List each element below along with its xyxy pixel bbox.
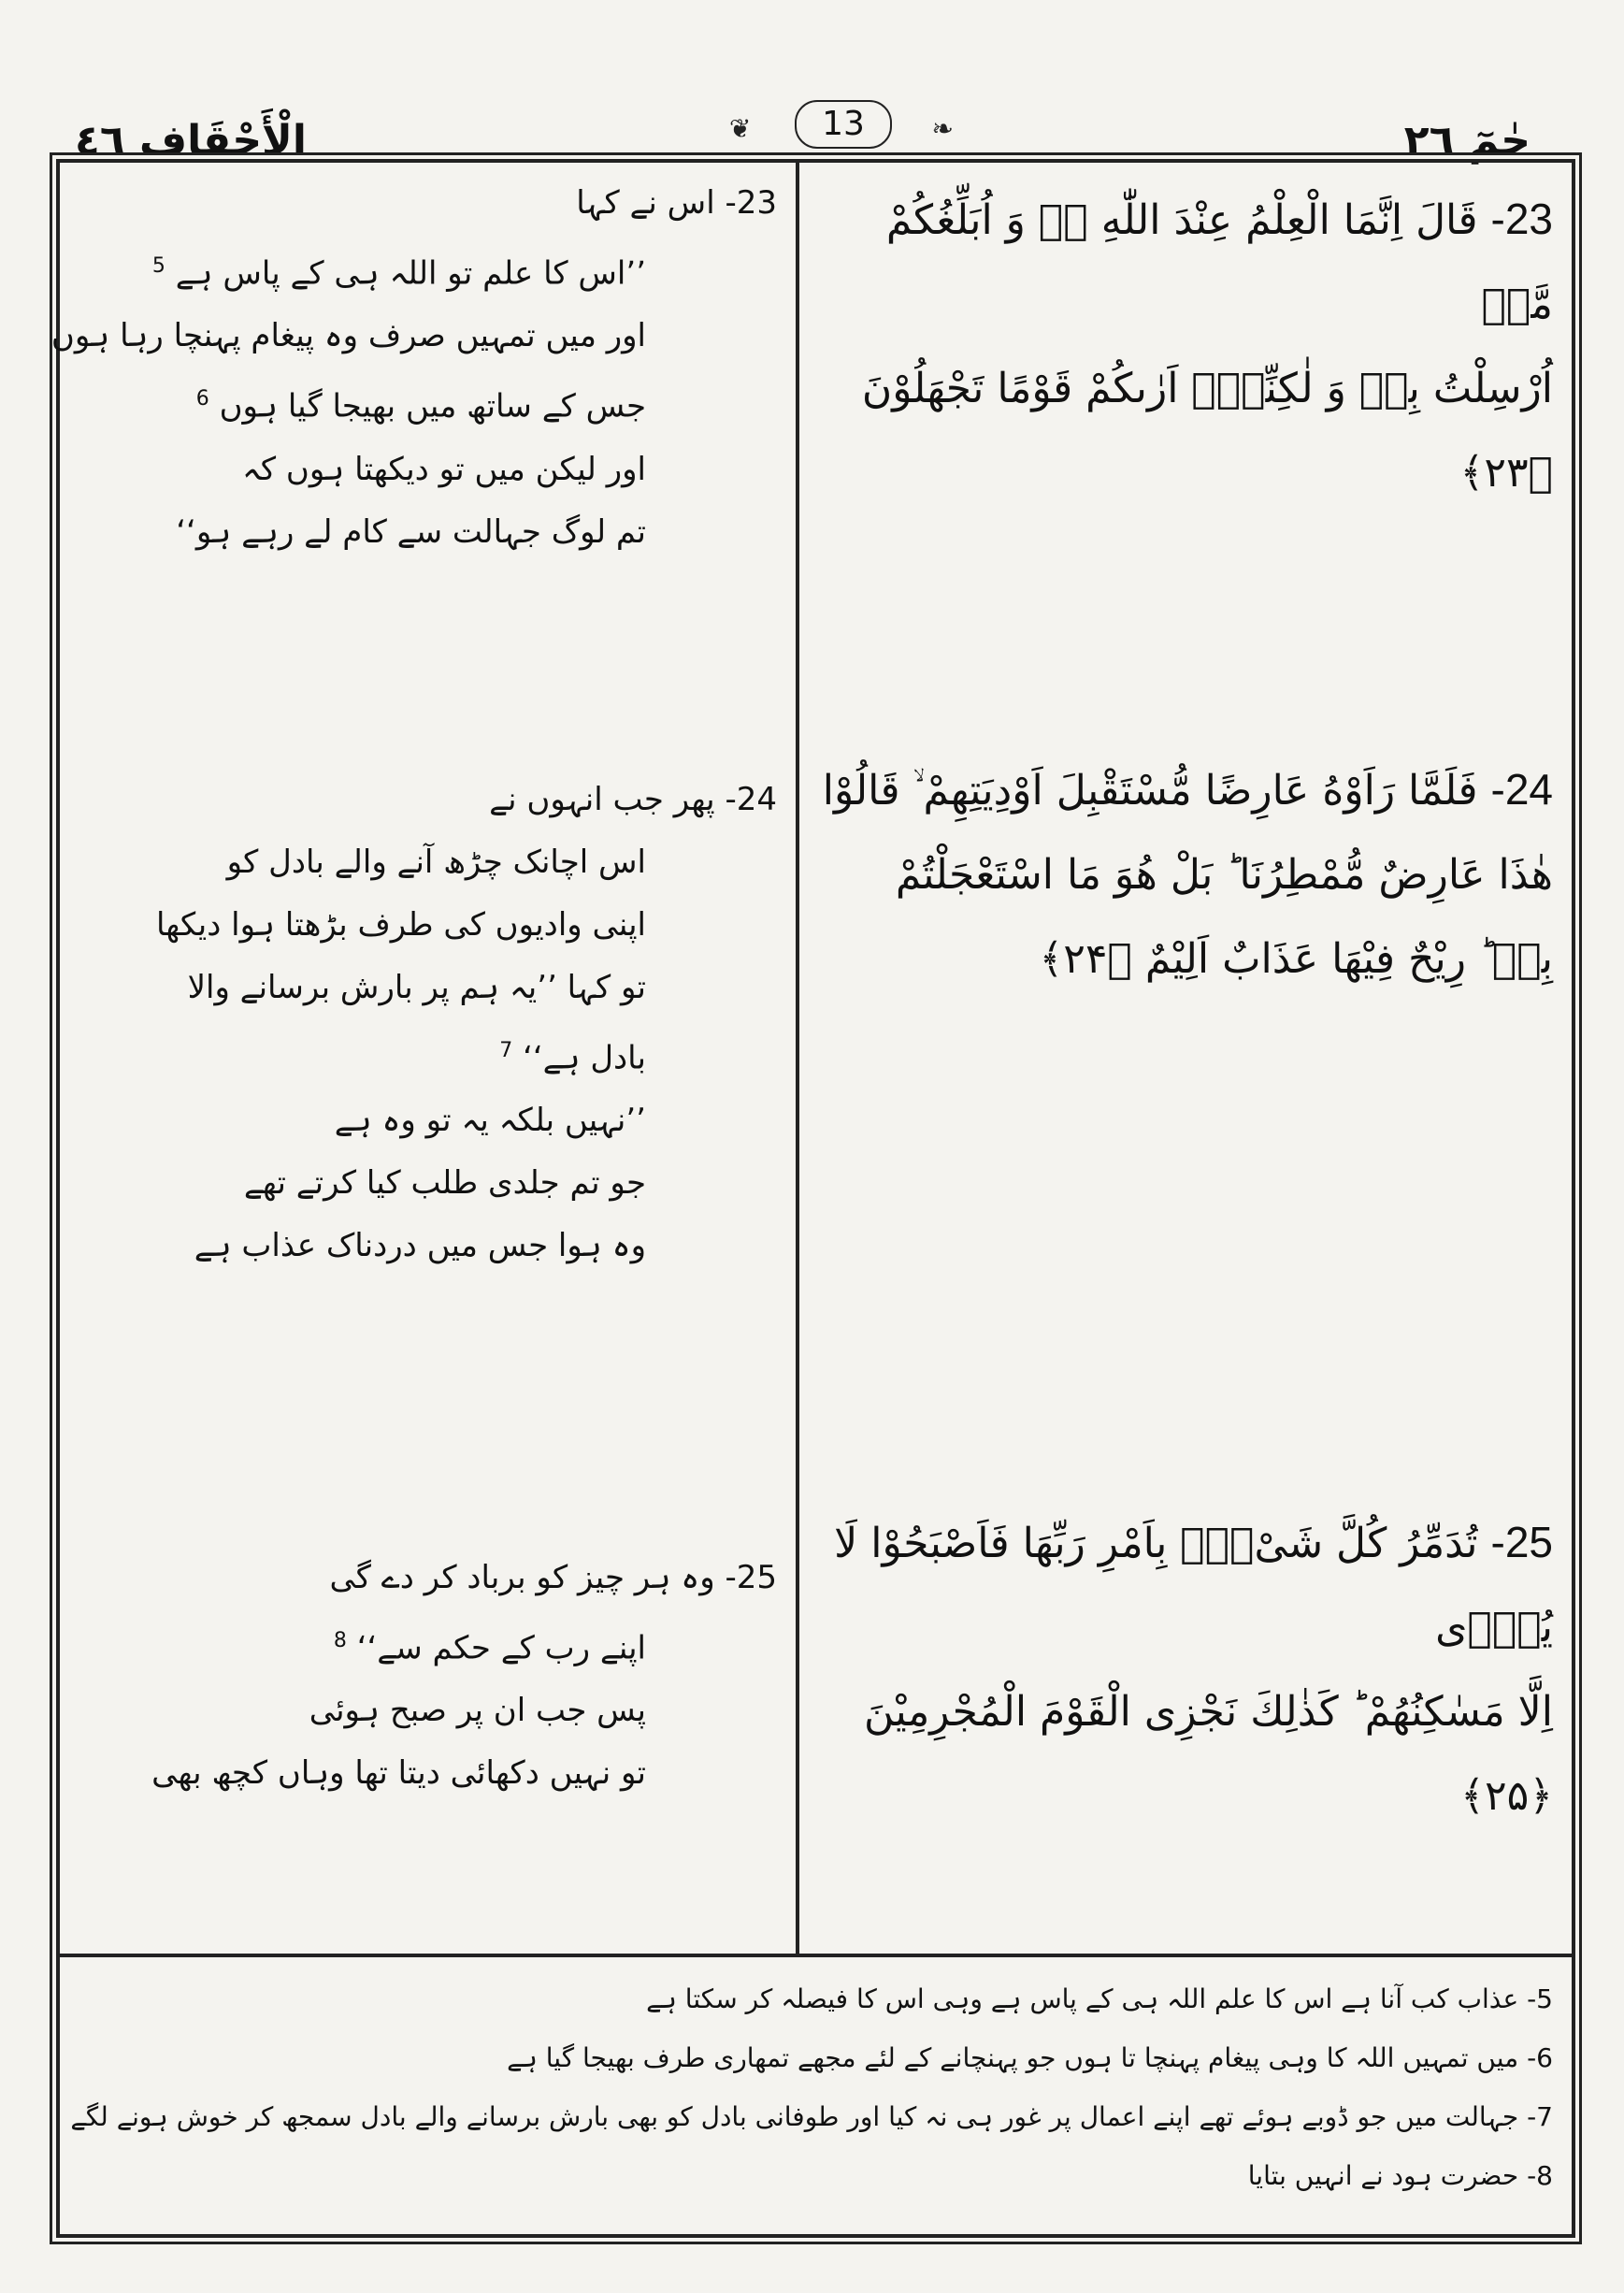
footnote-text: حضرت ہود نے انہیں بتایا <box>1247 2160 1519 2191</box>
verse-number: 25- <box>1490 1518 1553 1566</box>
verse-number: 25- <box>725 1559 777 1596</box>
verse-24-translation <box>76 769 777 1277</box>
arabic-line: فَلَمَّا رَاَوْهُ عَارِضًا مُّسْتَقْبِلَ اَوْدِیَتِهِمْ ۙ قَالُوْا <box>822 767 1478 815</box>
arabic-line: اُرْسِلْتُ بِهٖ وَ لٰكِنِّیْۤ اَرٰىكُمْ قَوْمًا تَجْهَلُوْنَ ﴿۲۳﴾ <box>861 365 1553 497</box>
translation-line: وہ ہوا جس میں دردناک عذاب ہے <box>194 1227 646 1265</box>
page-number-ornament <box>729 100 954 149</box>
surah-name: الْأَحْقَاف ٤٦ <box>75 117 307 165</box>
translation-line: اپنی وادیوں کی طرف بڑھتا ہوا دیکھا <box>155 906 646 944</box>
footnote-ref: 7 <box>499 1039 513 1062</box>
page-number: 13 <box>795 100 892 149</box>
translation-line: اس اچانک چڑھ آنے والے بادل کو <box>226 844 646 881</box>
ornament-left-icon: ❦ <box>729 113 752 144</box>
verse-25-arabic <box>814 1500 1553 1839</box>
translation-line: وہ ہر چیز کو برباد کر دے گی <box>329 1559 715 1596</box>
translation-line: ’’اس کا علم تو اللہ ہی کے پاس ہے <box>175 254 646 293</box>
translation-line: تو نہیں دکھائی دیتا تھا وہاں کچھ بھی <box>151 1754 646 1793</box>
translation-line: جس کے ساتھ میں بھیجا گیا ہوں <box>219 387 646 425</box>
arabic-column <box>799 163 1572 1954</box>
footnote-number: 8- <box>1527 2160 1553 2191</box>
page-header <box>37 89 1587 165</box>
arabic-line: بِهٖ ؕ رِیْحٌ فِیْهَا عَذَابٌ اَلِیْمٌ ﴿۲۴﴾ <box>1039 935 1553 983</box>
translation-line: اپنے رب کے حکم سے‘‘ <box>356 1629 646 1667</box>
verse-number: 24- <box>1490 765 1553 814</box>
footnote-ref: 8 <box>333 1629 347 1652</box>
translation-line: تم لوگ جہالت سے کام لے رہے ہو‘‘ <box>176 512 646 551</box>
footnote-ref: 5 <box>151 254 165 278</box>
footnote-item <box>70 2098 1553 2136</box>
footnotes-section <box>60 1957 1572 2234</box>
translation-line: پس جب ان پر صبح ہوئی <box>309 1692 646 1730</box>
arabic-line: تُدَمِّرُ كُلَّ شَیْءٍۭ بِاَمْرِ رَبِّهَا فَاَصْبَحُوْا لَا یُرٰۤى <box>834 1520 1553 1651</box>
footnote-number: 5- <box>1527 1983 1553 2014</box>
footnote-item <box>646 1981 1553 2018</box>
verse-number: 23- <box>1490 195 1553 243</box>
verse-number: 23- <box>725 184 777 222</box>
verse-number: 24- <box>725 781 777 818</box>
arabic-line: قَالَ اِنَّمَا الْعِلْمُ عِنْدَ اللّٰهِ ۫ۖ وَ اُبَلِّغُكُمْ مَّاۤ <box>885 196 1553 328</box>
verse-23-translation <box>50 172 777 564</box>
translation-line: ’’نہیں بلکہ یہ تو وہ ہے <box>334 1102 646 1140</box>
translation-line: تو کہا ’’یہ ہم پر بارش برسانے والا <box>187 969 646 1006</box>
verse-25-translation <box>76 1547 777 1805</box>
translation-column <box>50 163 796 1954</box>
footnote-item <box>1248 2157 1553 2195</box>
footnote-number: 6- <box>1527 2042 1553 2073</box>
translation-line: بادل ہے‘‘ <box>523 1039 646 1077</box>
juz-label: حٰمٓ ٢٦ <box>1403 117 1531 165</box>
footnote-text: عذاب کب آنا ہے اس کا علم اللہ ہی کے پاس ہے وہی اس کا فیصلہ کر سکتا ہے <box>646 1983 1519 2014</box>
arabic-line: هٰذَا عَارِضٌ مُّمْطِرُنَا ؕ بَلْ هُوَ مَا اسْتَعْجَلْتُمْ <box>895 851 1553 899</box>
translation-line: جو تم جلدی طلب کیا کرتے تھے <box>243 1164 646 1203</box>
ornament-right-icon: ❧ <box>931 113 954 144</box>
footnote-number: 7- <box>1527 2101 1553 2132</box>
translation-line: اور لیکن میں تو دیکھتا ہوں کہ <box>241 450 646 488</box>
translation-line: اور میں تمہیں صرف وہ پیغام پہنچا رہا ہوں <box>50 317 646 355</box>
footnote-text: جہالت میں جو ڈوبے ہوئے تھے اپنے اعمال پر غور ہی نہ کیا اور طوفانی بادل کو بھی بارش برسانے والے بادل سمجھ کر خوش ہونے لگے <box>70 2101 1519 2132</box>
arabic-line: اِلَّا مَسٰكِنُهُمْ ؕ كَذٰلِكَ نَجْزِی الْقَوْمَ الْمُجْرِمِیْنَ ﴿۲۵﴾ <box>863 1688 1553 1820</box>
verse-23-arabic <box>814 177 1553 515</box>
page-frame <box>50 159 1575 2238</box>
footnote-ref: 6 <box>195 387 209 411</box>
verse-24-arabic <box>814 747 1553 1002</box>
footnote-text: میں تمہیں اللہ کا وہی پیغام پہنچا تا ہوں جو پہنچانے کے لئے مجھے تمھاری طرف بھیجا گیا ہے <box>507 2042 1519 2073</box>
translation-line: پھر جب انہوں نے <box>489 781 715 818</box>
footnote-item <box>507 2040 1553 2077</box>
translation-line: اس نے کہا <box>576 184 715 222</box>
